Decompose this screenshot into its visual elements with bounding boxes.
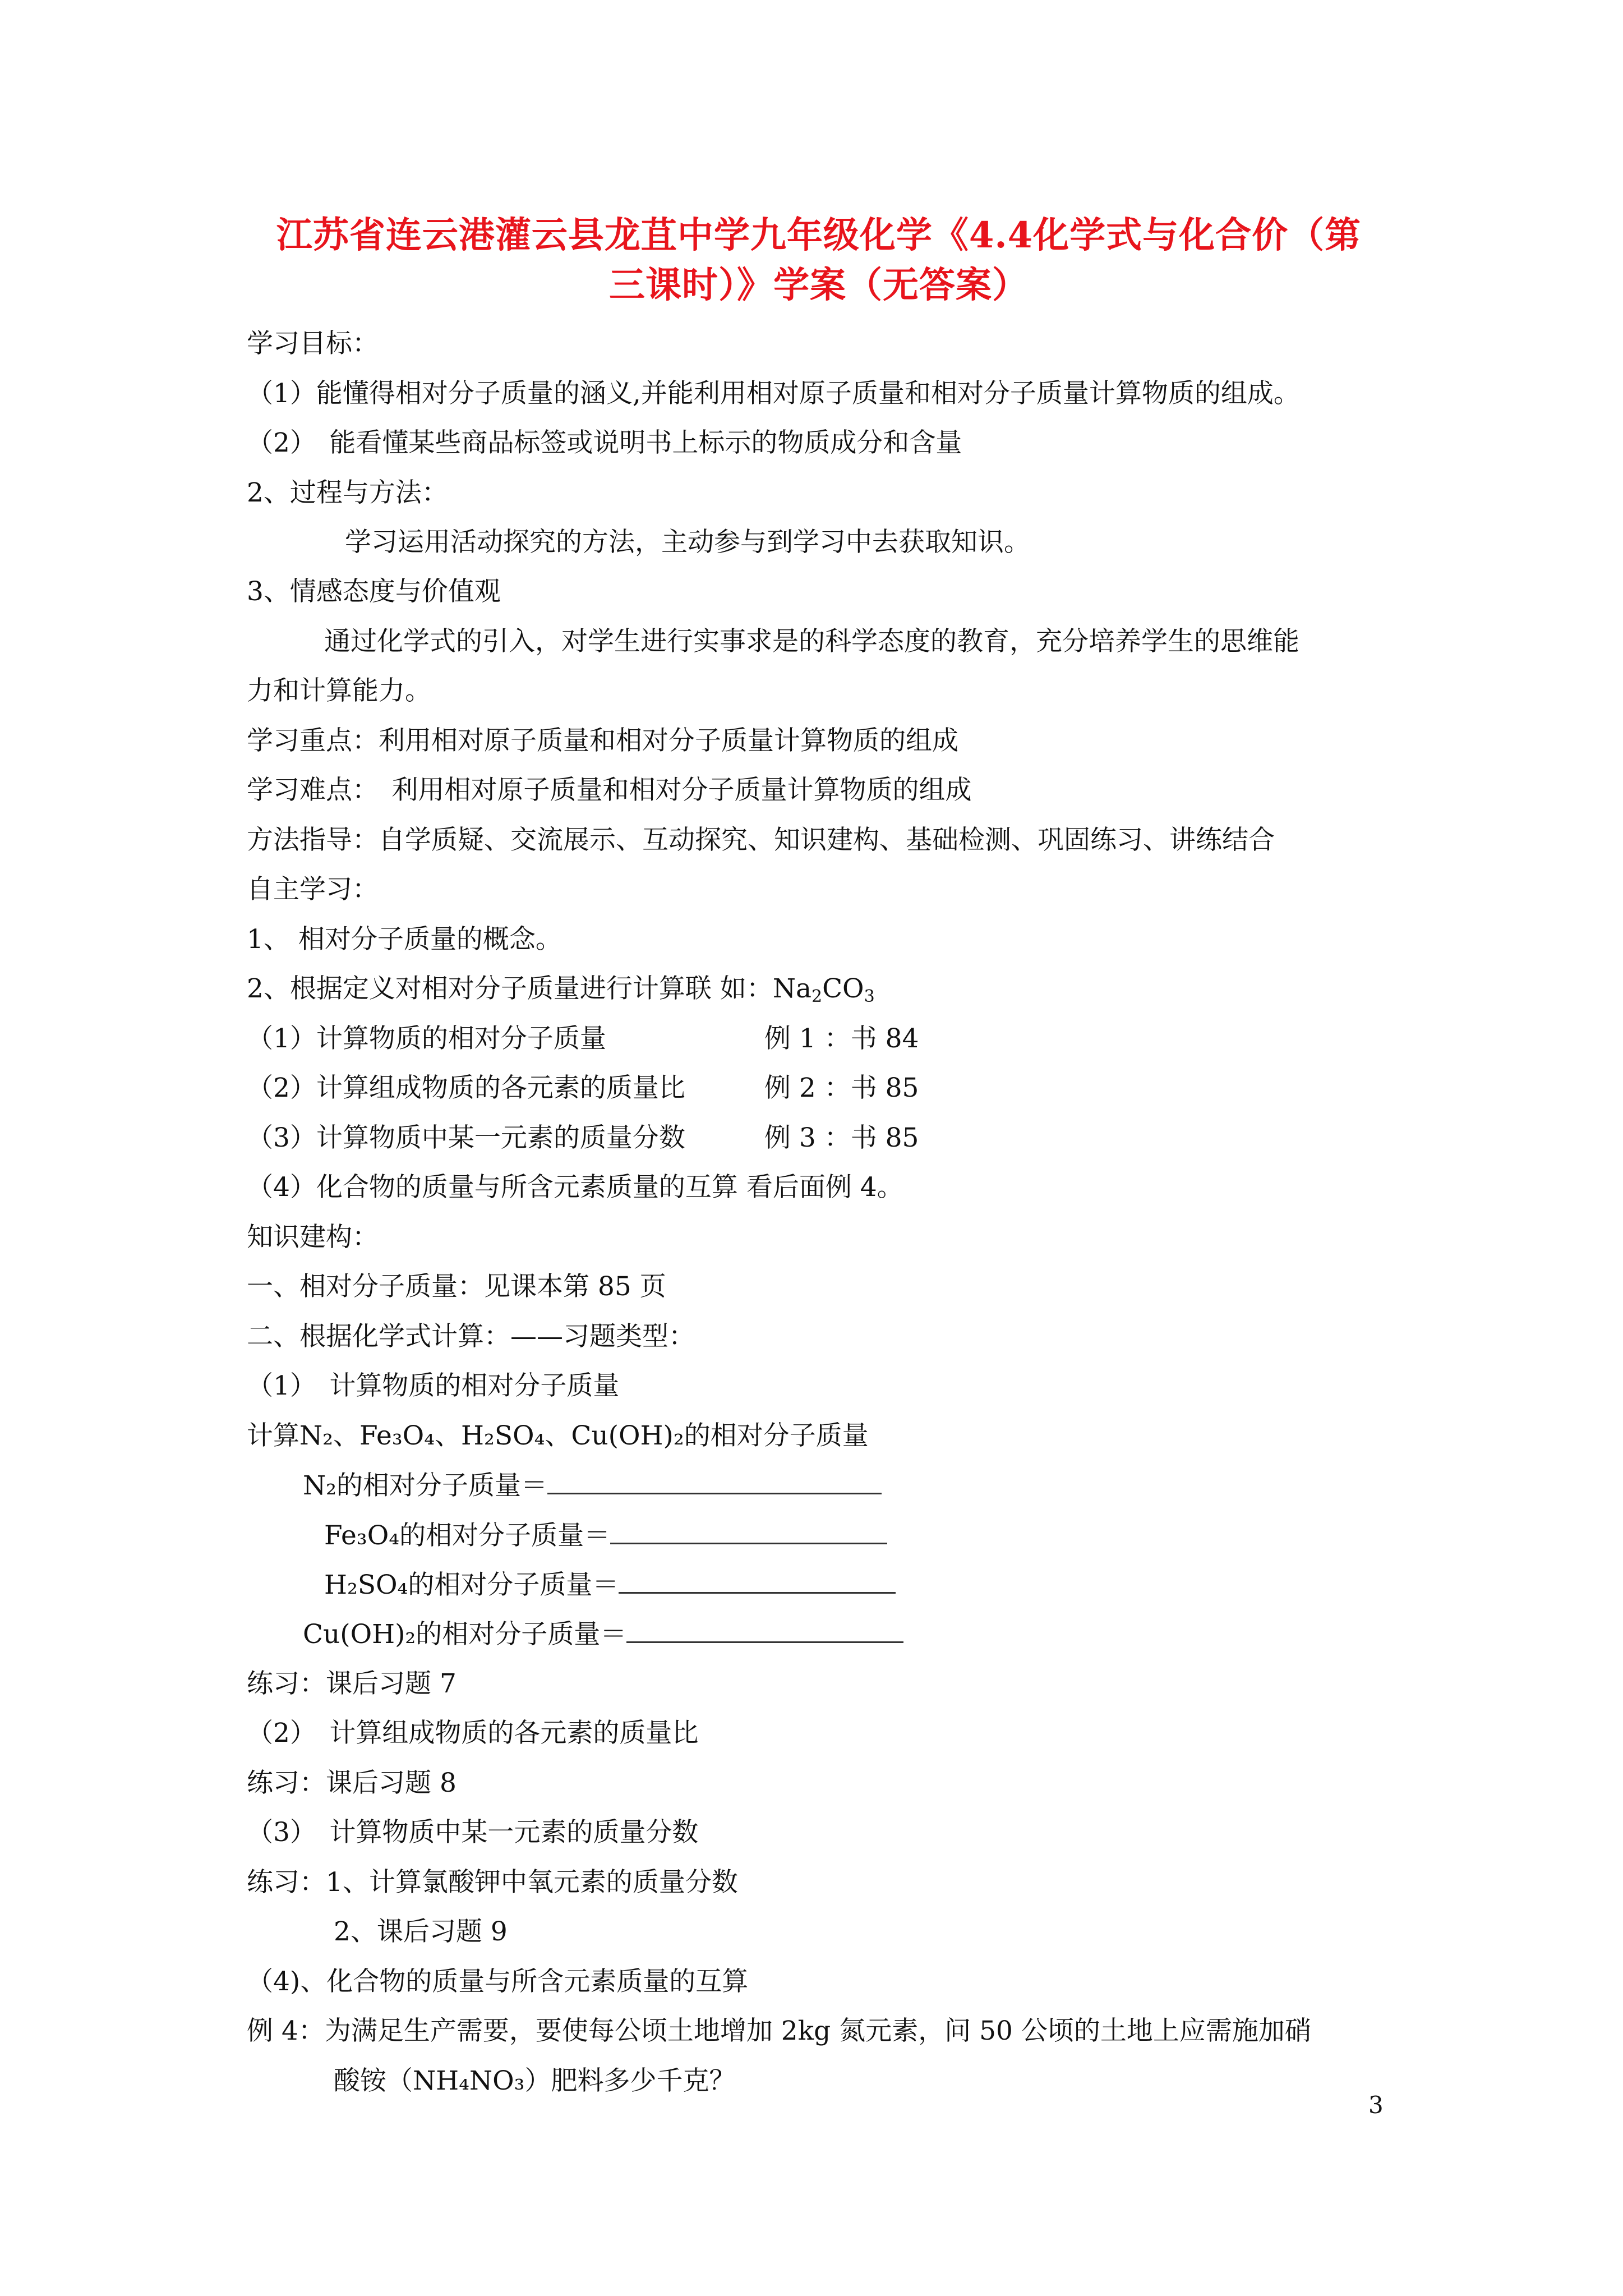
subsection-2: （2） 计算组成物质的各元素的质量比: [247, 1718, 699, 1749]
answer-label: H₂SO₄的相对分子质量＝: [324, 1570, 619, 1600]
answer-blank[interactable]: [619, 1567, 896, 1594]
answer-blank[interactable]: [547, 1468, 882, 1494]
document-title-line-2: 三课时）》学案（无答案）: [609, 264, 1029, 306]
document-title-line-1: 江苏省连云港灌云县龙苴中学九年级化学《4.4化学式与化合价（第: [276, 214, 1362, 256]
process-method-heading: 2、过程与方法：: [247, 477, 448, 508]
subsection-4: （4)、化合物的质量与所含元素质量的互算: [247, 1966, 749, 1997]
key-points: 学习重点：利用相对原子质量和相对分子质量计算物质的组成: [247, 725, 958, 756]
answer-line-h2so4: [324, 1567, 896, 1603]
example-4-line-2: 酸铵（NH₄NO₃）肥料多少千克？: [334, 2065, 736, 2096]
self-study-item-1: 1、 相对分子质量的概念。: [247, 924, 562, 955]
self-study-item-2: [247, 972, 875, 1006]
subsection-3: （3） 计算物质中某一元素的质量分数: [247, 1817, 699, 1848]
answer-blank[interactable]: [626, 1617, 903, 1643]
calc-type-2: （2）计算组成物质的各元素的质量比 例 2 ：书 85: [247, 1073, 919, 1103]
subsection-1: （1） 计算物质的相对分子质量: [247, 1370, 620, 1401]
answer-blank[interactable]: [610, 1518, 887, 1544]
calc-type-3: （3）计算物质中某一元素的质量分数 例 3 ：书 85: [247, 1122, 919, 1153]
answer-line-fe3o4: [324, 1518, 887, 1553]
goal-item-1: （1）能懂得相对分子质量的涵义,并能利用相对原子质量和相对分子质量计算物质的组成。: [247, 378, 1300, 409]
practice-3: 练习：1、计算氯酸钾中氧元素的质量分数: [247, 1867, 738, 1898]
formula-text: CO: [822, 973, 864, 1004]
attitude-values-heading: 3、情感态度与价值观: [247, 576, 501, 607]
practice-1: 练习：课后习题 7: [247, 1668, 457, 1699]
attitude-values-text-line-1: 通过化学式的引入，对学生进行实事求是的科学态度的教育，充分培养学生的思维能: [324, 626, 1299, 657]
practice-2: 练习：课后习题 8: [247, 1768, 457, 1798]
process-method-text: 学习运用活动探究的方法，主动参与到学习中去获取知识。: [345, 527, 1030, 558]
attitude-values-text-line-2: 力和计算能力。: [247, 675, 431, 706]
answer-label: Cu(OH)₂的相对分子质量＝: [303, 1619, 627, 1650]
answer-label: N₂的相对分子质量＝: [303, 1470, 547, 1501]
answer-label: Fe₃O₄的相对分子质量＝: [324, 1520, 611, 1551]
answer-line-cuoh2: [303, 1617, 903, 1652]
learning-goals-heading: 学习目标：: [247, 328, 379, 359]
self-study-item-2-text: 2、根据定义对相对分子质量进行计算联 如：Na: [247, 973, 811, 1004]
goal-item-2: （2） 能看懂某些商品标签或说明书上标示的物质成分和含量: [247, 427, 962, 458]
self-study-heading: 自主学习：: [247, 874, 379, 905]
answer-line-n2: [303, 1468, 882, 1503]
practice-3-item-2: 2、课后习题 9: [334, 1916, 508, 1947]
calc-prompt: 计算N₂、Fe₃O₄、H₂SO₄、Cu(OH)₂的相对分子质量: [247, 1420, 869, 1451]
section-2: 二、根据化学式计算：——习题类型：: [247, 1321, 695, 1352]
formula-subscript: 2: [811, 987, 823, 1006]
page-number: 3: [1368, 2091, 1384, 2119]
method-guidance: 方法指导：自学质疑、交流展示、互动探究、知识建构、基础检测、巩固练习、讲练结合: [247, 825, 1275, 855]
calc-type-1: （1）计算物质的相对分子质量 例 1 ：书 84: [247, 1023, 919, 1054]
section-1: 一、相对分子质量：见课本第 85 页: [247, 1271, 666, 1302]
formula-subscript: 3: [864, 987, 875, 1006]
calc-type-4: （4）化合物的质量与所含元素质量的互算 看后面例 4。: [247, 1172, 903, 1203]
knowledge-building-heading: 知识建构：: [247, 1222, 379, 1253]
difficult-points: 学习难点： 利用相对原子质量和相对分子质量计算物质的组成: [247, 775, 972, 806]
example-4-line-1: 例 4：为满足生产需要，要使每公顷土地增加 2kg 氮元素，问 50 公顷的土地上应需施加硝: [247, 2016, 1311, 2046]
